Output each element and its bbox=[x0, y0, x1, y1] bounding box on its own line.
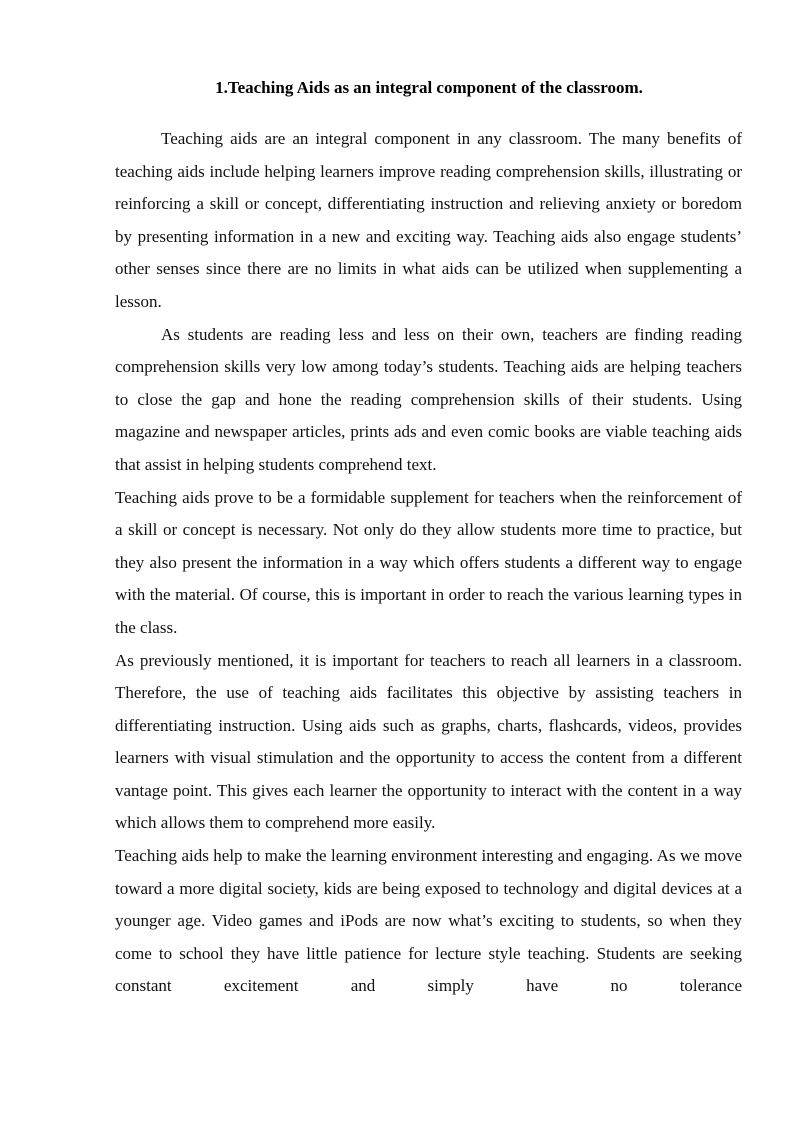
paragraph: Teaching aids are an integral component in any classroom. The many benefits of teaching aids include helping learners improve reading comprehension skills, illustrating or reinforcing a skill or concept, differentiating instruction and relieving anxiety or boredom by presenting information in a new and exciting way. Teaching aids also engage students’ other senses since there are no limits in what aids can be utilized when supplementing a lesson. bbox=[115, 129, 742, 311]
paragraph: Teaching aids help to make the learning environment interesting and engaging. As we move toward a more digital society, kids are being exposed to technology and digital devices at a younger age. Video games and iPods are now what’s exciting to students, so when they come to school they have little patience for lecture style teaching. Students are seeking constant excitement and simply have no tolerance bbox=[115, 846, 742, 996]
paragraph: As students are reading less and less on their own, teachers are finding reading comprehension skills very low among today’s students. Teaching aids are helping teachers to close the gap and hone the reading comprehension skills of their students. Using magazine and newspaper articles, prints ads and even comic books are viable teaching aids that assist in helping students comprehend text. bbox=[115, 324, 742, 474]
body-text bbox=[115, 123, 742, 1003]
section-heading: 1.Teaching Aids as an integral component of the classroom. bbox=[215, 78, 643, 97]
paragraph: Teaching aids prove to be a formidable supplement for teachers when the reinforcement of a skill or concept is necessary. Not only do they allow students more time to practice, but they also present the information in a way which offers students a different way to engage with the material. Of course, this is important in order to reach the various learning types in the class. bbox=[115, 487, 742, 637]
paragraph: As previously mentioned, it is important for teachers to reach all learners in a classroom. Therefore, the use of teaching aids facilitates this objective by assisting teachers in differentiating instruction. Using aids such as graphs, charts, flashcards, videos, provides learners with visual stimulation and the opportunity to access the content from a different vantage point. This gives each learner the opportunity to interact with the content in a way which allows them to comprehend more easily. bbox=[115, 650, 742, 833]
